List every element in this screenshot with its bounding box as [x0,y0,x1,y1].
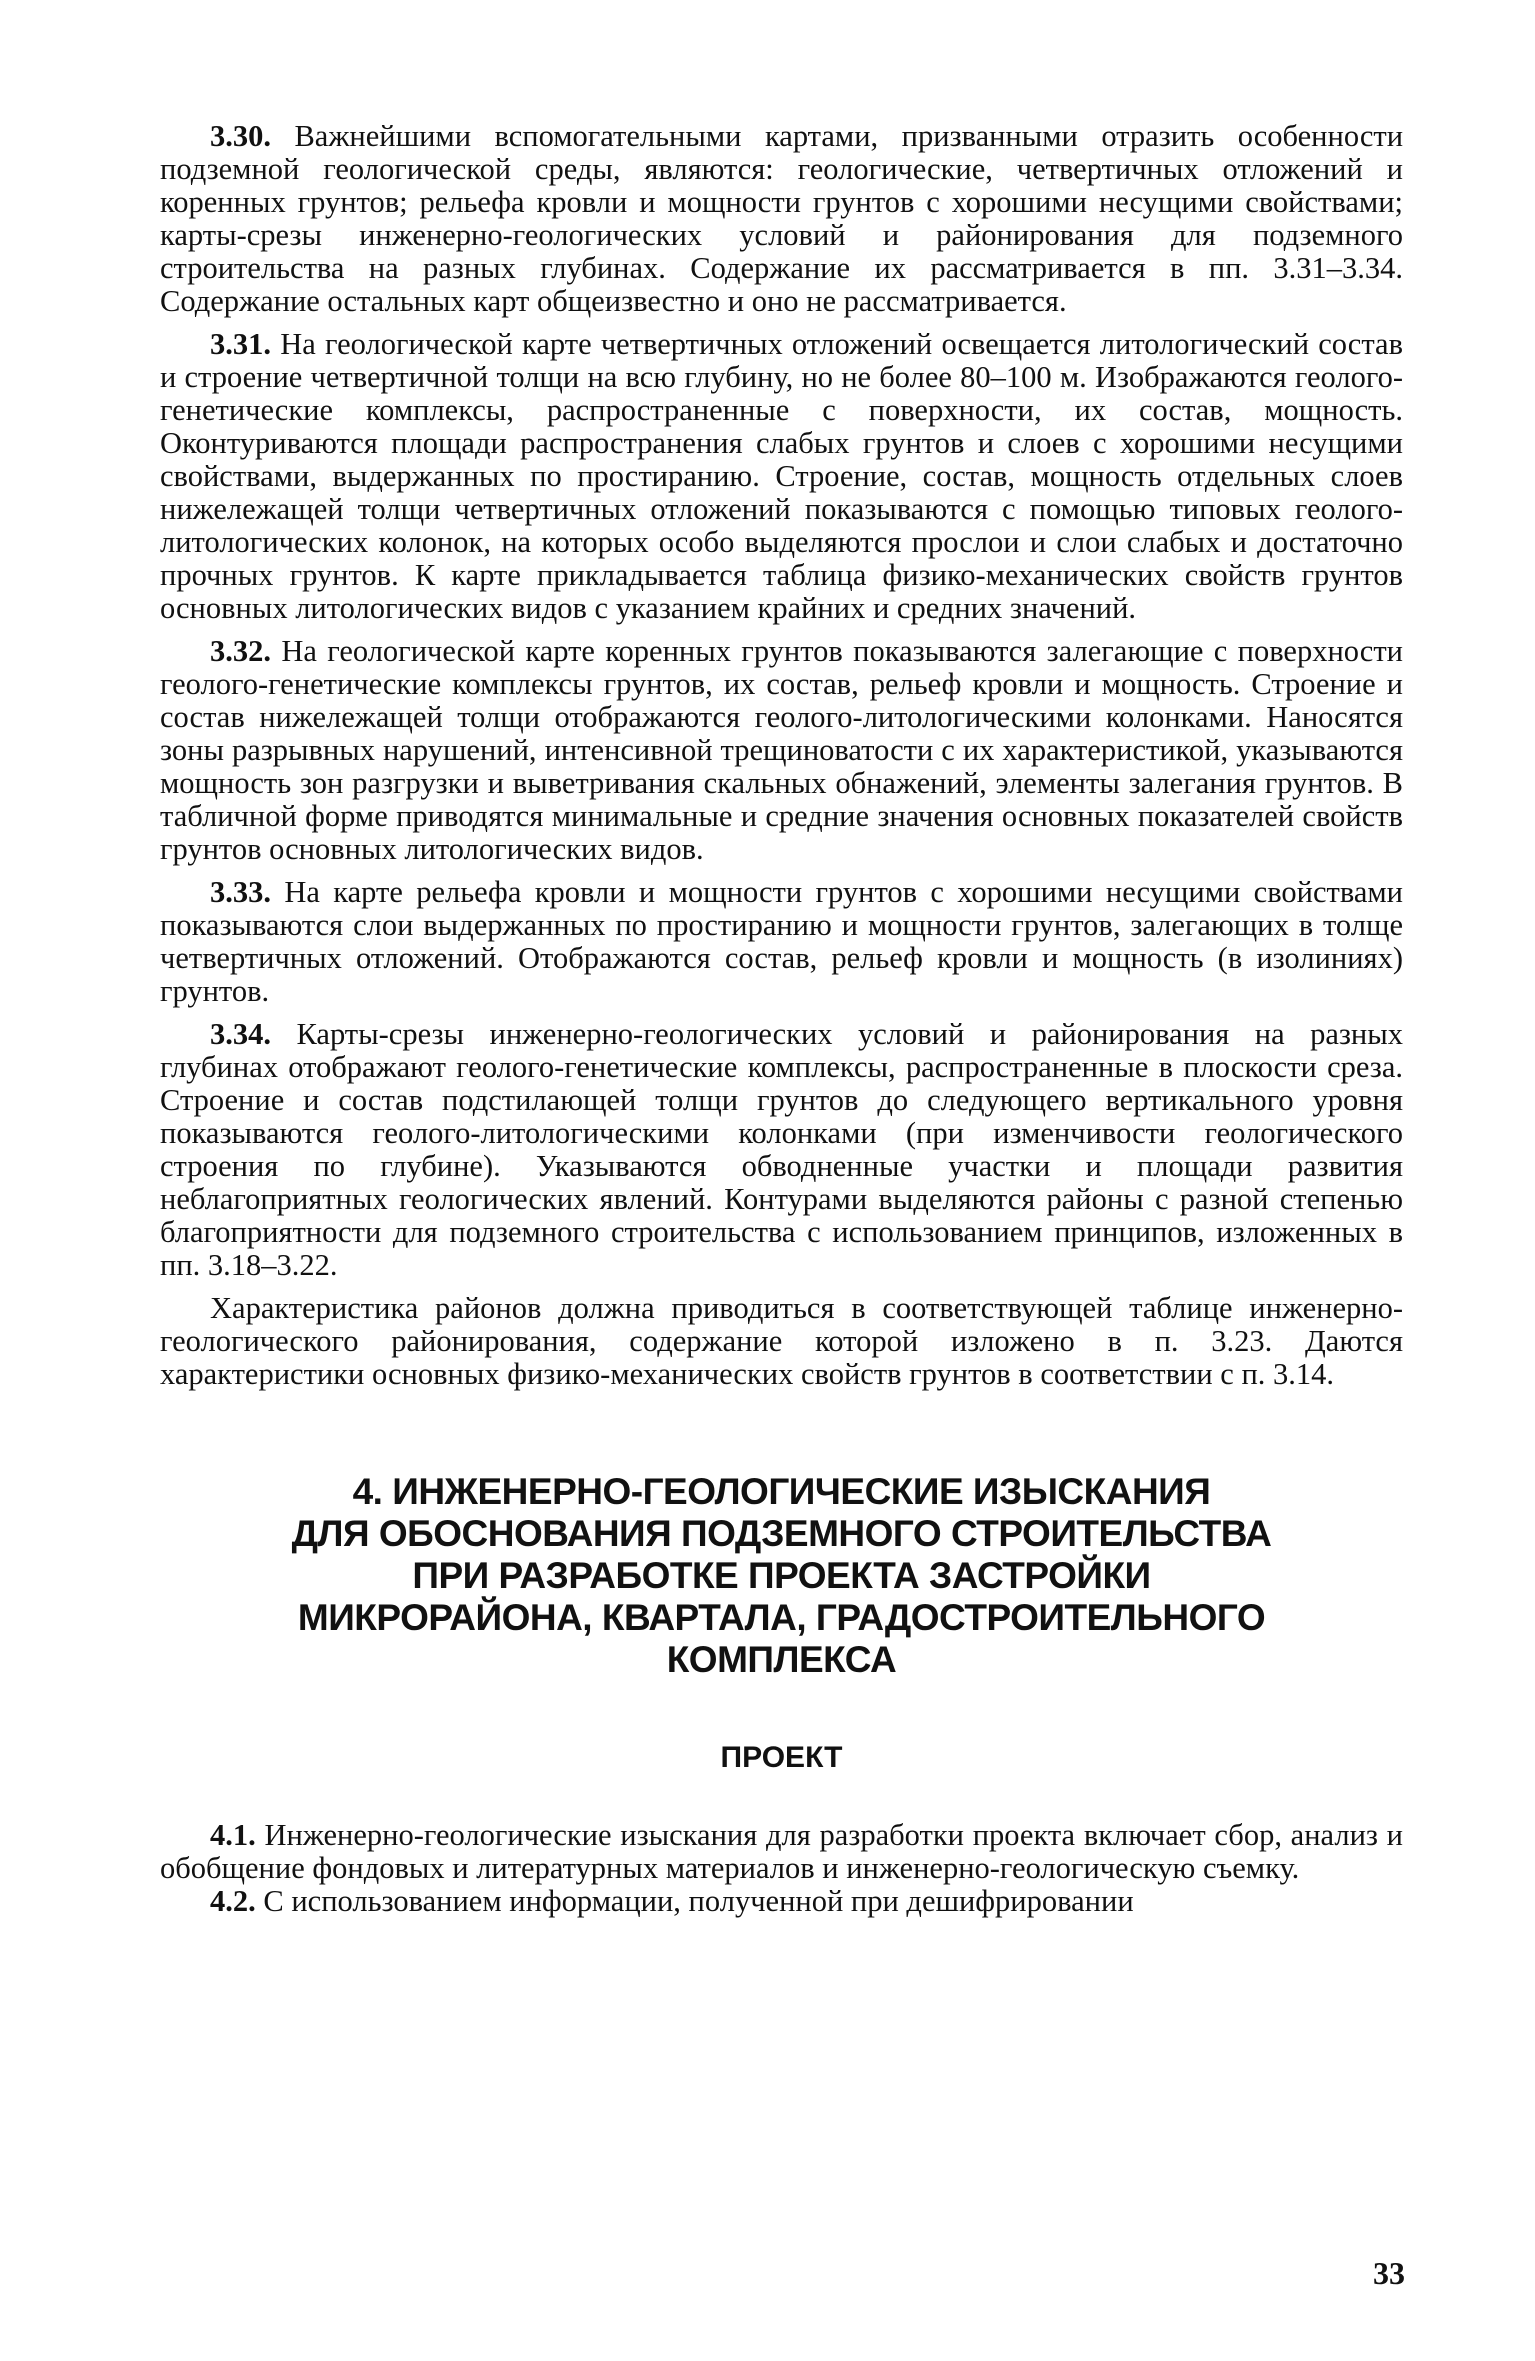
section-heading-line: КОМПЛЕКСА [666,1639,897,1680]
paragraph-text: Важнейшими вспомогательными картами, призванными отразить особенности подземной геологической среды, являются: геологические, четвертичных отложений и коренных грунтов; рельефа кровли и мощности грунтов с хорошими несущими свойствами; карты-срезы инженерно-геологических условий и районирования для подземного строительства на разных глубинах. Содержание их рассматривается в пп. 3.31–3.34. Содержание остальных карт общеизвестно и оно не рассматривается. [160,119,1404,318]
paragraph-text: На геологической карте коренных грунтов показываются залегающие с поверхности геолого-генетические комплексы грунтов, их состав, рельеф кровли и мощность. Строение и состав нижележащей толщи отображаются геолого-литологическими колонками. Наносятся зоны разрывных нарушений, интенсивной трещиноватости с их характеристикой, указываются мощность зон разгрузки и выветривания скальных обнажений, элементы залегания грунтов. В табличной форме приводятся минимальные и средние значения основных показателей свойств грунтов основных литологических видов. [160,634,1403,866]
body-text-bottom [160,1819,1403,1918]
paragraph-text: Карты-срезы инженерно-геологических условий и районирования на разных глубинах отображают геолого-генетические комплексы, распространенные в плоскости среза. Строение и состав подстилающей толщи грунтов до следующего вертикального уровня показываются геолого-литологическими колонками (при изменчивости геологического строения по глубине). Указываются обводненные участки и площади развития неблагоприятных геологических явлений. Контурами выделяются районы с разной степенью благоприятности для подземного строительства с использованием принципов, изложенных в пп. 3.18–3.22. [160,1017,1404,1282]
paragraph-3-32 [160,635,1403,866]
paragraph-text: Инженерно-геологические изыскания для разработки проекта включает сбор, анализ и обобщение фондовых и литературных материалов и инженерно-геологическую съемку. [160,1818,1404,1885]
section-heading-line: 4. ИНЖЕНЕРНО-ГЕОЛОГИЧЕСКИЕ ИЗЫСКАНИЯ [352,1471,1211,1512]
paragraph-number: 3.34. [210,1017,271,1051]
paragraph-number: 3.32. [210,634,271,668]
paragraph-3-34 [160,1018,1403,1282]
paragraph-number: 3.31. [210,327,271,361]
section-heading-line: МИКРОРАЙОНА, КВАРТАЛА, ГРАДОСТРОИТЕЛЬНОГО [297,1597,1266,1638]
paragraph-text: На карте рельефа кровли и мощности грунтов с хорошими несущими свойствами показываются слои выдержанных по простиранию и мощности грунтов, залегающих в толще четвертичных отложений. Отображаются состав, рельеф кровли и мощность (в изолиниях) грунтов. [160,875,1403,1008]
page-number: 33 [1373,2255,1405,2291]
paragraph-number: 3.33. [210,875,271,909]
paragraph-text: На геологической карте четвертичных отложений освещается литологический состав и строение четвертичной толщи на всю глубину, но не более 80–100 м. Изображаются геолого-генетические комплексы, распространенные с поверхности, их состав, мощность. Оконтуриваются площади распространения слабых грунтов и слоев с хорошими несущими свойствами, выдержанных по простиранию. Строение, состав, мощность отдельных слоев нижележащей толщи четвертичных отложений показываются с помощью типовых геолого-литологических колонок, на которых особо выделяются прослои и слои слабых и достаточно прочных грунтов. К карте прикладывается таблица физико-механических свойств грунтов основных литологических видов с указанием крайних и средних значений. [160,327,1403,625]
paragraph-text: Характеристика районов должна приводиться в соответствующей таблице инженерно-геологического районирования, содержание которой изложено в п. 3.23. Даются характеристики основных физико-механических свойств грунтов в соответствии с п. 3.14. [160,1291,1403,1391]
section-heading-line: ПРИ РАЗРАБОТКЕ ПРОЕКТА ЗАСТРОЙКИ [412,1555,1151,1596]
paragraph-number: 3.30. [210,119,271,153]
body-text-top [160,120,1403,1391]
paragraph-text: С использованием информации, полученной при дешифрировании [263,1884,1134,1918]
paragraph-3-30 [160,120,1403,318]
paragraph-4-1 [160,1819,1403,1885]
paragraph-characteristics [160,1292,1403,1391]
paragraph-number: 4.2. [210,1884,256,1918]
paragraph-4-2 [160,1885,1403,1918]
paragraph-3-33 [160,876,1403,1008]
paragraph-3-31 [160,328,1403,625]
section-heading [160,1471,1403,1681]
subheading: ПРОЕКТ [720,1741,843,1774]
paragraph-number: 4.1. [210,1818,256,1852]
section-heading-line: ДЛЯ ОБОСНОВАНИЯ ПОДЗЕМНОГО СТРОИТЕЛЬСТВА [291,1513,1272,1554]
